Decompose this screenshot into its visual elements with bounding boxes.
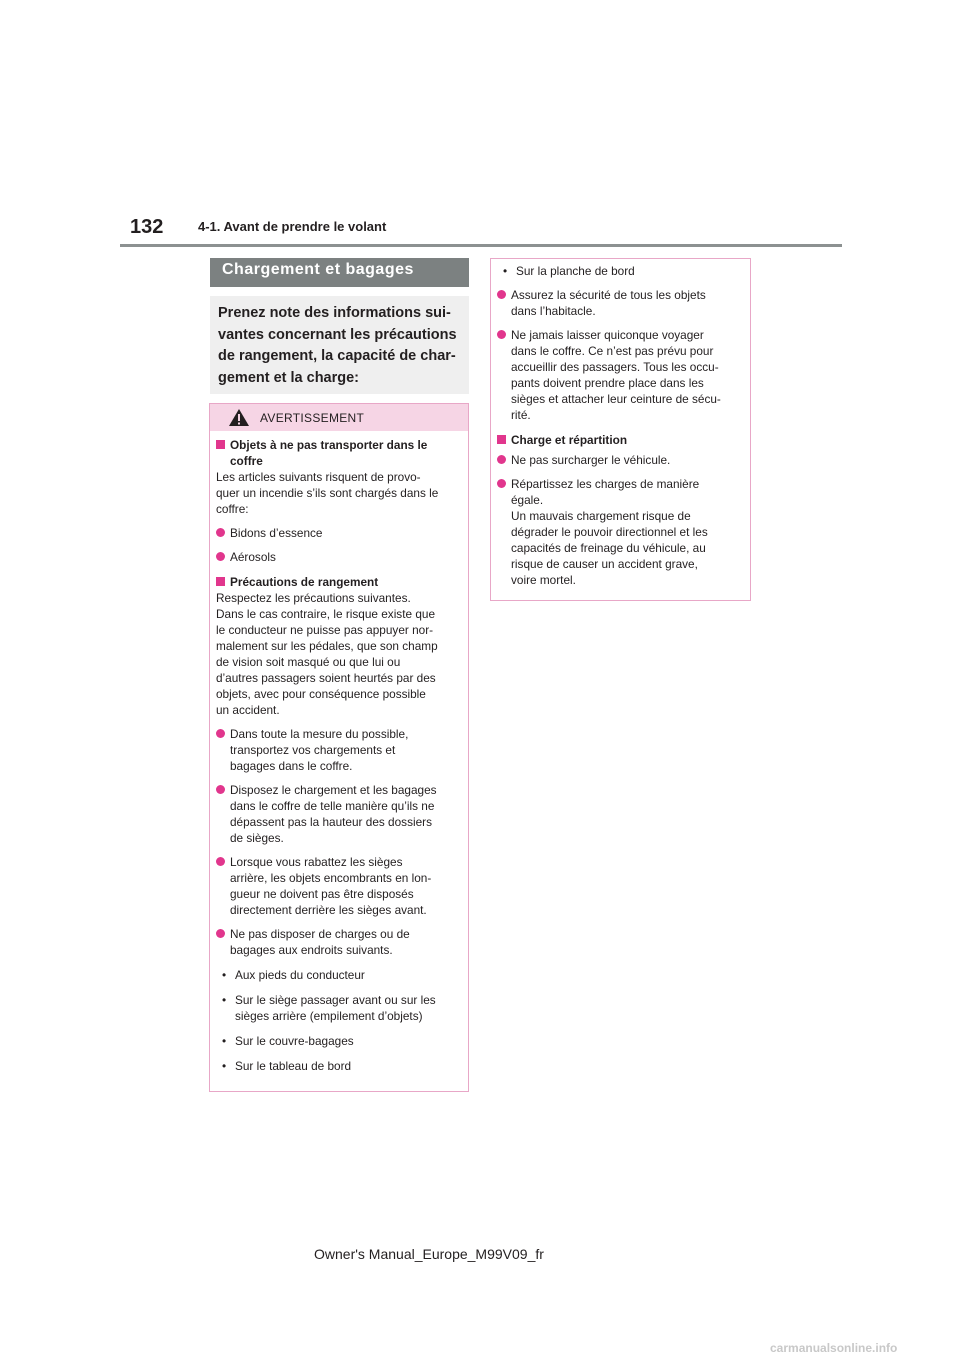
list-item	[216, 726, 462, 774]
sub-list-item	[216, 1033, 462, 1049]
round-bullet-icon	[216, 785, 225, 794]
subsection-title: Précautions de rangement	[230, 575, 379, 589]
round-bullet-icon	[216, 857, 225, 866]
sub-list-item	[216, 992, 462, 1024]
sub-list-item	[497, 263, 744, 279]
sub-list-item-text: Aux pieds du conducteur	[235, 968, 365, 982]
round-bullet-icon	[497, 455, 506, 464]
footer-document-id: Owner's Manual_Europe_M99V09_fr	[314, 1246, 544, 1262]
paragraph: Respectez les précautions suivantes. Dans le cas contraire, le risque existe que le conducteur ne puisse pas appuyer nor- malement sur les pédales, que son champ de vision soit masqué ou que lui ou d’autres passagers soient heurtés par des objets, avec pour conséquence possible un accident.	[216, 591, 438, 717]
list-item-text: Bidons d’essence	[230, 526, 323, 540]
round-bullet-icon	[497, 290, 506, 299]
section-heading: Chargement et bagages	[210, 258, 469, 287]
list-item	[216, 782, 462, 846]
round-bullet-icon	[216, 552, 225, 561]
subsection-heading	[216, 437, 462, 469]
watermark: carmanualsonline.info	[770, 1341, 898, 1355]
list-item-text: Dans toute la mesure du possible, transportez vos chargements et bagages dans le coffre.	[230, 727, 409, 773]
square-bullet-icon	[497, 435, 506, 444]
list-item	[497, 287, 744, 319]
list-item-text: Assurez la sécurité de tous les objets dans l’habitacle.	[511, 288, 706, 318]
list-item-text: Aérosols	[230, 550, 276, 564]
warning-box-continued	[490, 258, 751, 601]
sub-bullet: •	[503, 264, 508, 278]
sub-bullet: •	[222, 1059, 227, 1073]
square-bullet-icon	[216, 577, 225, 586]
intro-text: Prenez note des informations sui- vantes concernant les précautions de rangement, la capacité de char- gement et la charge:	[210, 296, 469, 394]
list-item	[216, 926, 462, 958]
paragraph: Les articles suivants risquent de provo- quer un incendie s’ils sont chargés dans le coffre:	[216, 470, 439, 516]
chapter-title: 4-1. Avant de prendre le volant	[198, 219, 387, 234]
sub-list-item-text: Sur le siège passager avant ou sur les sièges arrière (empilement d’objets)	[235, 993, 436, 1023]
sub-bullet: •	[222, 1034, 227, 1048]
sub-bullet: •	[222, 993, 227, 1007]
warning-triangle-icon	[228, 408, 250, 427]
round-bullet-icon	[216, 528, 225, 537]
warning-title: AVERTISSEMENT	[260, 410, 365, 425]
round-bullet-icon	[216, 929, 225, 938]
list-item	[497, 476, 744, 588]
square-bullet-icon	[216, 440, 225, 449]
sub-list-item	[216, 1058, 462, 1074]
list-item-text: Répartissez les charges de manière égale. Un mauvais chargement risque de dégrader le pouvoir directionnel et les capacités de freinage du véhicule, au risque de causer un accident grave, voire mortel.	[511, 477, 708, 587]
subsection-title: Objets à ne pas transporter dans le coffre	[230, 438, 428, 468]
sub-list-item-text: Sur le tableau de bord	[235, 1059, 352, 1073]
round-bullet-icon	[497, 479, 506, 488]
subsection-heading	[497, 432, 744, 448]
list-item	[216, 525, 462, 541]
list-item	[497, 327, 744, 423]
warning-box	[209, 403, 469, 1092]
sub-list-item	[216, 967, 462, 983]
list-item-text: Ne jamais laisser quiconque voyager dans le coffre. Ce n’est pas prévu pour accueillir des passagers. Tous les occu- pants doivent prendre place dans les sièges et attacher leur ceinture de sécu- rité.	[511, 328, 721, 422]
list-item-text: Lorsque vous rabattez les sièges arrière, les objets encombrants en lon- gueur ne doivent pas être disposés directement derrière les sièges avant.	[230, 855, 432, 917]
list-item-text: Disposez le chargement et les bagages dans le coffre de telle manière qu’ils ne dépassent pas la hauteur des dossiers de sièges.	[230, 783, 437, 845]
round-bullet-icon	[216, 729, 225, 738]
page-number: 132	[130, 216, 164, 238]
warning-header	[210, 404, 468, 431]
sub-list-item-text: Sur le couvre-bagages	[235, 1034, 354, 1048]
list-item	[216, 549, 462, 565]
list-item	[216, 854, 462, 918]
sub-list-item-text: Sur la planche de bord	[516, 264, 635, 278]
header-rule	[120, 244, 842, 247]
list-item	[497, 452, 744, 468]
sub-bullet: •	[222, 968, 227, 982]
subsection-heading	[216, 574, 462, 590]
subsection-title: Charge et répartition	[511, 433, 628, 447]
list-item-text: Ne pas surcharger le véhicule.	[511, 453, 671, 467]
list-item-text: Ne pas disposer de charges ou de bagages aux endroits suivants.	[230, 927, 410, 957]
round-bullet-icon	[497, 330, 506, 339]
